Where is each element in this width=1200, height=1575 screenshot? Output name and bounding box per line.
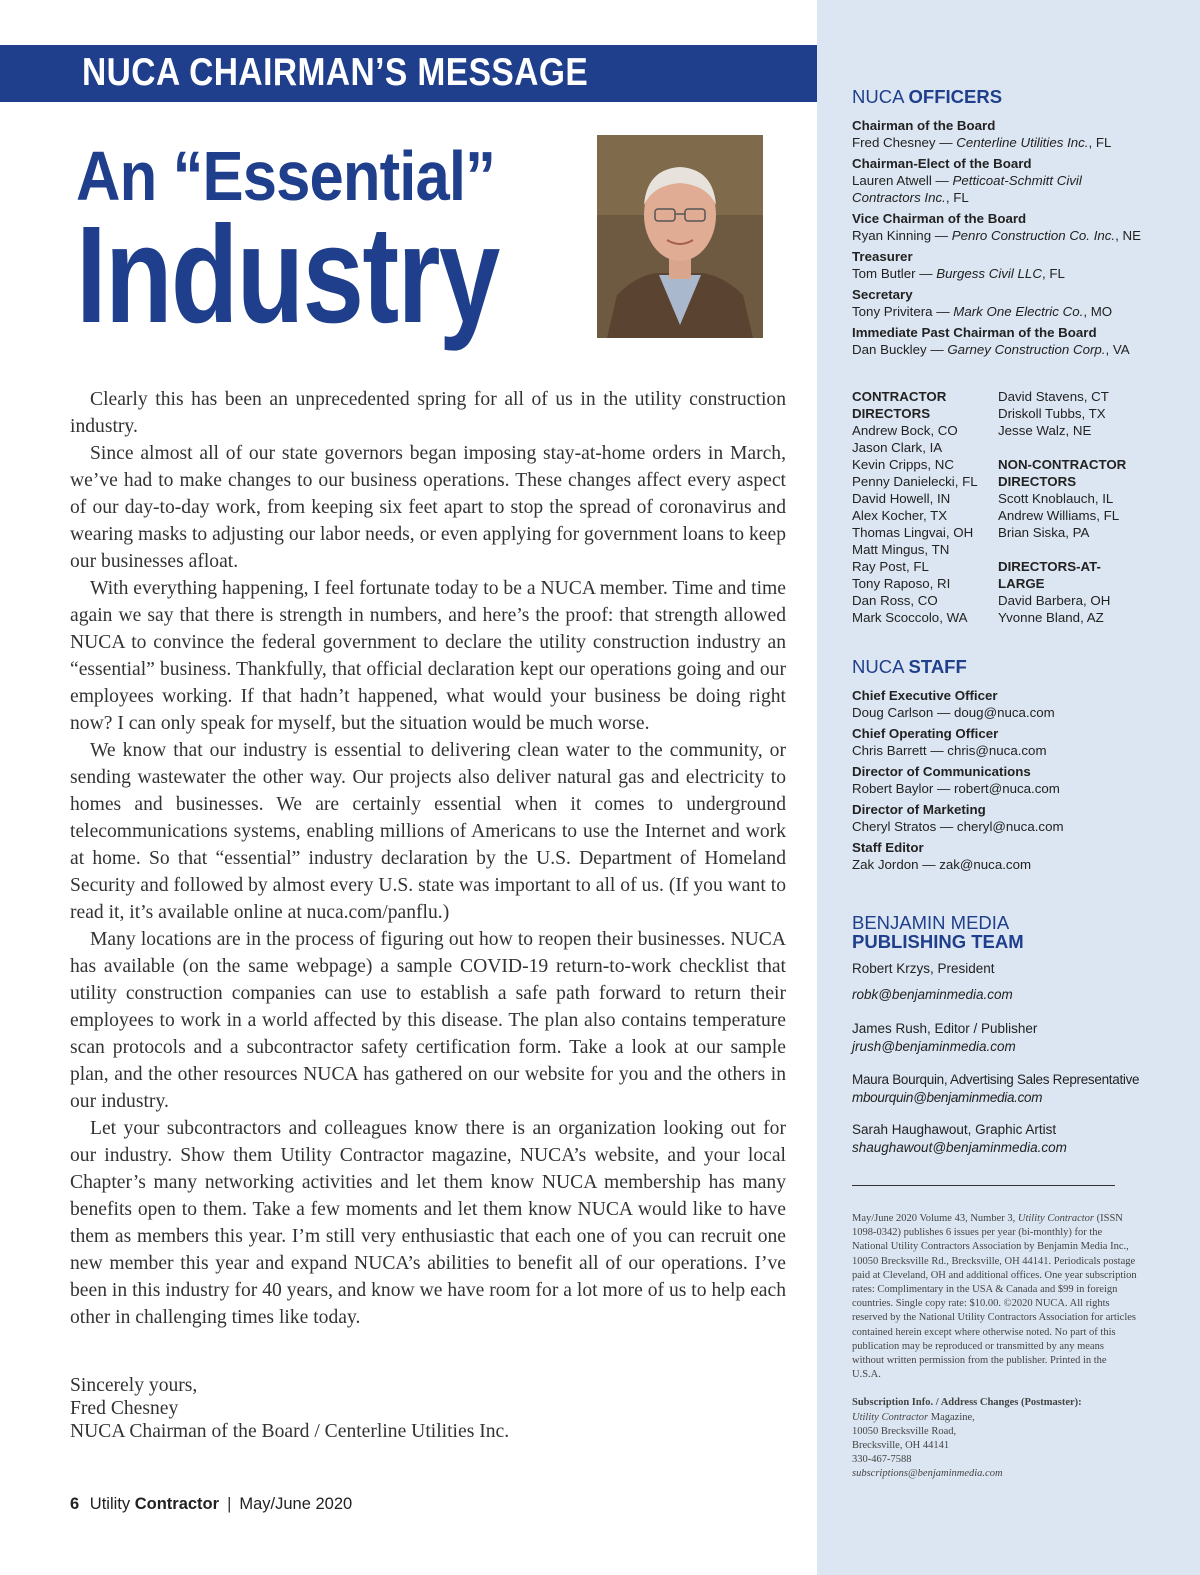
headline-line-1: An “Essential” xyxy=(76,137,496,215)
chairman-portrait xyxy=(597,135,763,338)
director-name: David Howell, IN xyxy=(852,491,951,506)
subscription-heading: Subscription Info. / Address Changes (Postmaster): xyxy=(852,1397,1082,1409)
article-body xyxy=(70,386,786,1331)
officer-name: Tony Privitera — xyxy=(852,304,950,319)
officers-heading-bold: OFFICERS xyxy=(908,86,1003,107)
publisher-artist xyxy=(852,1121,1067,1156)
page-footer xyxy=(70,1495,352,1514)
fine-print-magazine: Utility Contractor xyxy=(1017,1213,1094,1224)
subscription-line: 10050 Brecksville Road, xyxy=(852,1425,957,1437)
director-name: Alex Kocher, TX xyxy=(852,508,948,523)
officer-company: Mark One Electric Co. xyxy=(953,304,1084,319)
officer-entry xyxy=(852,210,1192,244)
director-name: Andrew Bock, CO xyxy=(852,423,958,438)
subscription-line xyxy=(852,1411,1137,1425)
fine-print-text: (ISSN 1098-0342) publishes 6 issues per year (bi-monthly) for the National Utility Contractors Association by Benjamin Media Inc., 10050 Brecksville Rd., Brecksville, OH 44141. Periodicals postage paid at Cleveland, OH and additional offices. One year subscription rates: Complimentary in the USA & Canada and $99 in foreign countries. Single copy rate: $10.00. ©2020 NUCA. All rights reserved by the National Utility Contractors Association for articles contained herein except where otherwise noted. No part of this publication may be reproduced or transmitted by any means without written permission from the publisher. Printed in the U.S.A. xyxy=(852,1213,1137,1381)
staff-entry xyxy=(852,839,1192,873)
email-link[interactable]: shaughawout@benjaminmedia.com xyxy=(852,1139,1067,1155)
contractor-directors-heading: DIRECTORS xyxy=(852,406,931,421)
staff-role: Chief Operating Officer xyxy=(852,726,999,741)
officer-company: Garney Construction Corp. xyxy=(947,342,1106,357)
director-name: Jesse Walz, NE xyxy=(998,423,1092,438)
officers-heading xyxy=(852,86,1002,108)
signoff-title: NUCA Chairman of the Board / Centerline Utilities Inc. xyxy=(70,1421,510,1442)
article-paragraph: We know that our industry is essential to delivering clean water to the community, or sending wastewater the other way. Our projects also deliver natural gas and electricity to homes and businesses. We are certainly essential when it comes to underground telecommunications systems, enabling millions of Americans to use the Internet and work at home. So that “essential” industry declaration by the U.S. Department of Homeland Security and followed by almost every U.S. state was important to all of us. (If you want to read it, it’s available online at nuca.com/panflu.) xyxy=(70,740,786,923)
officer-name: Tom Butler — xyxy=(852,266,933,281)
email-link[interactable]: jrush@benjaminmedia.com xyxy=(852,1038,1016,1054)
section-title: NUCA CHAIRMAN’S MESSAGE xyxy=(82,51,589,94)
director-name: Yvonne Bland, AZ xyxy=(998,610,1104,625)
director-name: Driskoll Tubbs, TX xyxy=(998,406,1106,421)
officer-role: Treasurer xyxy=(852,249,913,264)
staff-role: Staff Editor xyxy=(852,840,924,855)
subscription-email[interactable]: subscriptions@benjaminmedia.com xyxy=(852,1468,1003,1480)
magazine-name-light: Utility xyxy=(89,1495,131,1513)
fine-print-text: May/June 2020 Volume 43, Number 3, xyxy=(852,1213,1018,1224)
subscription-magazine-suffix: Magazine, xyxy=(928,1411,975,1423)
signoff-name: Fred Chesney xyxy=(70,1398,179,1419)
issue-date: May/June 2020 xyxy=(239,1495,353,1513)
director-name: David Barbera, OH xyxy=(998,593,1111,608)
director-name: Penny Danielecki, FL xyxy=(852,474,978,489)
staff-role: Chief Executive Officer xyxy=(852,688,998,703)
director-name: Dan Ross, CO xyxy=(852,593,938,608)
director-name: Tony Raposo, RI xyxy=(852,576,951,591)
publishing-heading-light: BENJAMIN MEDIA xyxy=(852,912,1010,933)
staff-contact: Doug Carlson — doug@nuca.com xyxy=(852,705,1055,720)
signoff-closing: Sincerely yours, xyxy=(70,1375,198,1396)
page-number: 6 xyxy=(70,1495,80,1513)
contractor-directors-heading: CONTRACTOR xyxy=(852,389,947,404)
officer-state: , VA xyxy=(1105,342,1130,357)
officer-state: , FL xyxy=(945,190,969,205)
noncontractor-directors-heading: DIRECTORS xyxy=(998,474,1077,489)
publication-fine-print xyxy=(852,1212,1137,1482)
publisher-sales xyxy=(852,1071,1139,1106)
officer-name: Lauren Atwell — xyxy=(852,173,949,188)
portrait-illustration xyxy=(597,135,763,338)
subscription-magazine: Utility Contractor xyxy=(852,1411,929,1423)
officer-role: Immediate Past Chairman of the Board xyxy=(852,325,1097,340)
noncontractor-directors-heading: NON-CONTRACTOR xyxy=(998,457,1127,472)
subscription-line: Brecksville, OH 44141 xyxy=(852,1440,950,1452)
atlarge-directors-heading: LARGE xyxy=(998,576,1045,591)
officer-name: Ryan Kinning — xyxy=(852,228,949,243)
officer-entry xyxy=(852,248,1192,282)
staff-list xyxy=(852,687,1192,877)
signoff xyxy=(70,1374,509,1443)
director-name: Andrew Williams, FL xyxy=(998,508,1120,523)
officer-entry xyxy=(852,155,1192,206)
staff-contact: Zak Jordon — zak@nuca.com xyxy=(852,857,1032,872)
staff-entry xyxy=(852,801,1192,835)
magazine-name-bold: Contractor xyxy=(134,1495,220,1513)
officer-entry xyxy=(852,117,1192,151)
officer-role: Secretary xyxy=(852,287,913,302)
article-paragraph: Clearly this has been an unprecedented spring for all of us in the utility construction industry. xyxy=(70,389,786,437)
staff-role: Director of Communications xyxy=(852,764,1031,779)
staff-contact: Cheryl Stratos — cheryl@nuca.com xyxy=(852,819,1064,834)
contractor-directors xyxy=(852,388,978,626)
staff-heading xyxy=(852,656,967,678)
staff-heading-light: NUCA xyxy=(852,656,904,677)
officer-role: Chairman-Elect of the Board xyxy=(852,156,1032,171)
officer-entry xyxy=(852,324,1192,358)
officer-name: Fred Chesney — xyxy=(852,135,953,150)
publisher-president-email[interactable] xyxy=(852,986,1013,1004)
director-name: Jason Clark, IA xyxy=(852,440,943,455)
fine-print-paragraph xyxy=(852,1212,1137,1382)
atlarge-directors-heading: DIRECTORS-AT- xyxy=(998,559,1101,574)
publisher-president: Robert Krzys, President xyxy=(852,961,995,976)
officer-company: Petticoat-Schmitt Civil Contractors Inc. xyxy=(852,173,1082,205)
director-name: Kevin Cripps, NC xyxy=(852,457,954,472)
officer-role: Chairman of the Board xyxy=(852,118,996,133)
officers-list xyxy=(852,117,1192,362)
footer-separator: | xyxy=(227,1495,232,1513)
publishing-heading-bold: PUBLISHING TEAM xyxy=(852,931,1024,952)
staff-heading-bold: STAFF xyxy=(908,656,967,677)
director-name: Mark Scoccolo, WA xyxy=(852,610,968,625)
publisher-editor xyxy=(852,1020,1037,1055)
director-name: Ray Post, FL xyxy=(852,559,929,574)
article-paragraph: Since almost all of our state governors began imposing stay-at-home orders in March, we’ve had to make changes to our business operations. These changes affect every aspect of our day-to-day work, from keeping six feet apart to stop the spread of coronavirus and wearing masks to adjusting our labor needs, or even applying for government loans to keep our businesses afloat. xyxy=(70,443,786,572)
officer-state: , FL xyxy=(1088,135,1112,150)
officer-state: , FL xyxy=(1041,266,1065,281)
publisher-sales-name: Maura Bourquin, Advertising Sales Representative xyxy=(852,1072,1140,1087)
officer-company: Penro Construction Co. Inc. xyxy=(951,228,1116,243)
subscription-line: 330-467-7588 xyxy=(852,1454,912,1466)
staff-contact: Robert Baylor — robert@nuca.com xyxy=(852,781,1060,796)
directors-right-column xyxy=(998,388,1126,626)
director-name: Matt Mingus, TN xyxy=(852,542,950,557)
officer-company: Centerline Utilities Inc. xyxy=(956,135,1089,150)
director-name: Thomas Lingvai, OH xyxy=(852,525,974,540)
director-name: David Stavens, CT xyxy=(998,389,1109,404)
email-link[interactable]: robk@benjaminmedia.com xyxy=(852,987,1013,1002)
divider xyxy=(852,1185,1115,1186)
officer-state: , MO xyxy=(1083,304,1113,319)
article-paragraph: Let your subcontractors and colleagues know there is an organization looking out for our industry. Show them Utility Contractor magazine, NUCA’s website, and your local Chapter’s many networking activities and let them know NUCA membership has many benefits open to them. Take a few moments and let them know NUCA would like to have them as members this year. I’m still very enthusiastic that each one of you can recruit one new member this year and expand NUCA’s abilities to benefit all of our operations. I’ve been in this industry for 40 years, and know we have room for a lot more of us to help each other in challenging times like today. xyxy=(70,1118,786,1328)
publisher-artist-name: Sarah Haughawout, Graphic Artist xyxy=(852,1122,1057,1137)
staff-entry xyxy=(852,687,1192,721)
director-name: Scott Knoblauch, IL xyxy=(998,491,1114,506)
staff-role: Director of Marketing xyxy=(852,802,986,817)
officer-state: , NE xyxy=(1115,228,1142,243)
officer-entry xyxy=(852,286,1192,320)
officers-heading-light: NUCA xyxy=(852,86,904,107)
publishing-heading xyxy=(852,913,1024,951)
officer-role: Vice Chairman of the Board xyxy=(852,211,1027,226)
director-name: Brian Siska, PA xyxy=(998,525,1090,540)
publisher-editor-name: James Rush, Editor / Publisher xyxy=(852,1021,1038,1036)
article-paragraph: With everything happening, I feel fortunate today to be a NUCA member. Time and time again we say that there is strength in numbers, and here’s the proof: that strength allowed NUCA to convince the federal government to declare the utility construction industry an “essential” business. Thankfully, that official declaration kept our operations going and our employees working. If that hadn’t happened, what would your business be doing right now? I can only speak for myself, but the situation would be much worse. xyxy=(70,578,786,734)
staff-entry xyxy=(852,763,1192,797)
email-link[interactable]: mbourquin@benjaminmedia.com xyxy=(852,1089,1043,1105)
article-paragraph: Many locations are in the process of figuring out how to reopen their businesses. NUCA has available (on the same webpage) a sample COVID-19 return-to-work checklist that utility construction companies can use to establish a safe path forward to return their employees to work in a world affected by this disease. The plan also contains temperature scan protocols and a subcontractor safety certification form. Take a look at our sample plan, and the other resources NUCA has gathered on our website for you and the others in our industry. xyxy=(70,929,786,1112)
officer-company: Burgess Civil LLC xyxy=(936,266,1042,281)
headline-line-2: Industry xyxy=(76,198,499,352)
staff-contact: Chris Barrett — chris@nuca.com xyxy=(852,743,1047,758)
officer-name: Dan Buckley — xyxy=(852,342,944,357)
staff-entry xyxy=(852,725,1192,759)
